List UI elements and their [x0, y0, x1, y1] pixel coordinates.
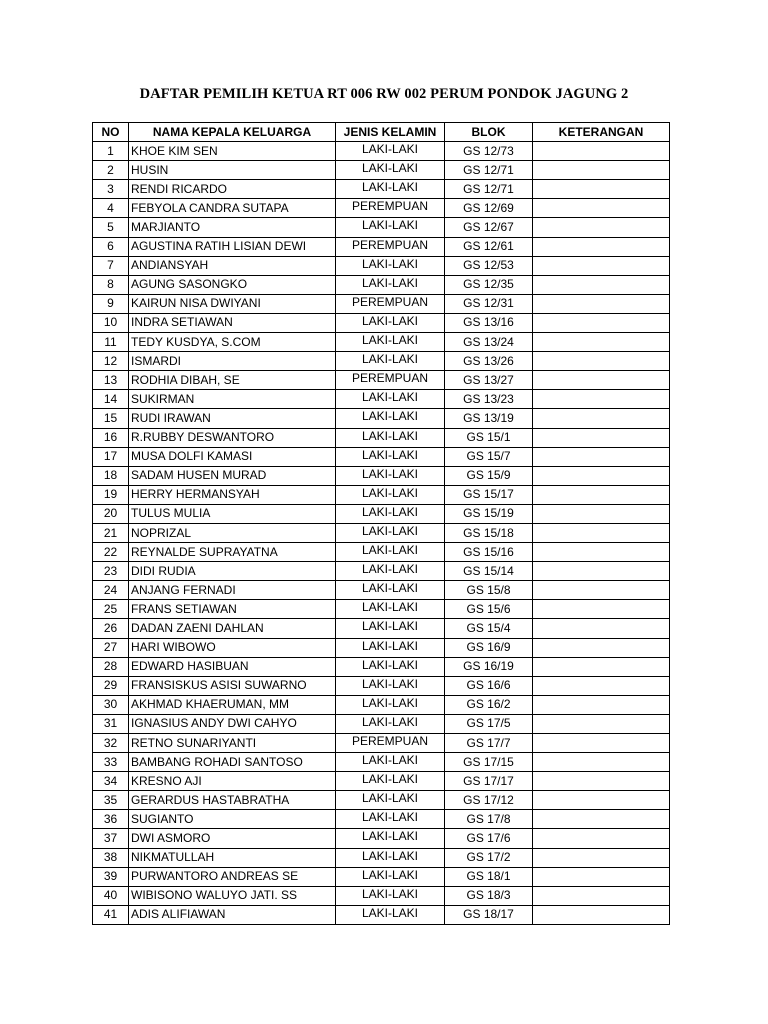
blok-cell: GS 13/24 [445, 333, 533, 352]
blok-cell: GS 12/31 [445, 294, 533, 313]
table-row [93, 581, 670, 600]
blok-cell: GS 17/5 [445, 714, 533, 733]
header-nama-kepala-keluarga: NAMA KEPALA KELUARGA [129, 123, 336, 142]
kepala-keluarga-name-cell: FEBYOLA CANDRA SUTAPA [129, 199, 336, 218]
keterangan-cell [533, 772, 670, 791]
blok-cell: GS 18/1 [445, 867, 533, 886]
keterangan-cell [533, 313, 670, 332]
blok-cell: GS 15/19 [445, 504, 533, 523]
kepala-keluarga-name-cell: NIKMATULLAH [129, 848, 336, 867]
table-row [93, 905, 670, 924]
jenis-kelamin-cell: LAKI-LAKI [336, 352, 445, 371]
row-number-cell: 18 [93, 466, 129, 485]
kepala-keluarga-name-cell: FRANS SETIAWAN [129, 600, 336, 619]
blok-cell: GS 17/17 [445, 772, 533, 791]
table-row [93, 543, 670, 562]
row-number-cell: 23 [93, 562, 129, 581]
table-row [93, 275, 670, 294]
row-number-cell: 6 [93, 237, 129, 256]
kepala-keluarga-name-cell: DIDI RUDIA [129, 562, 336, 581]
kepala-keluarga-name-cell: HARI WIBOWO [129, 638, 336, 657]
keterangan-cell [533, 695, 670, 714]
keterangan-cell [533, 829, 670, 848]
kepala-keluarga-name-cell: ADIS ALIFIAWAN [129, 905, 336, 924]
header-no: NO [93, 123, 129, 142]
row-number-cell: 14 [93, 390, 129, 409]
keterangan-cell [533, 390, 670, 409]
keterangan-cell [533, 543, 670, 562]
header-jenis-kelamin: JENIS KELAMIN [336, 123, 445, 142]
table-row [93, 523, 670, 542]
kepala-keluarga-name-cell: R.RUBBY DESWANTORO [129, 428, 336, 447]
table-row [93, 180, 670, 199]
table-row [93, 428, 670, 447]
keterangan-cell [533, 562, 670, 581]
blok-cell: GS 13/23 [445, 390, 533, 409]
keterangan-cell [533, 504, 670, 523]
row-number-cell: 22 [93, 543, 129, 562]
blok-cell: GS 12/71 [445, 161, 533, 180]
jenis-kelamin-cell: LAKI-LAKI [336, 810, 445, 829]
keterangan-cell [533, 333, 670, 352]
jenis-kelamin-cell: PEREMPUAN [336, 734, 445, 753]
row-number-cell: 40 [93, 886, 129, 905]
kepala-keluarga-name-cell: KHOE KIM SEN [129, 142, 336, 161]
table-row [93, 753, 670, 772]
keterangan-cell [533, 294, 670, 313]
table-row [93, 447, 670, 466]
table-row [93, 772, 670, 791]
keterangan-cell [533, 409, 670, 428]
table-row [93, 829, 670, 848]
kepala-keluarga-name-cell: BAMBANG ROHADI SANTOSO [129, 753, 336, 772]
kepala-keluarga-name-cell: KAIRUN NISA DWIYANI [129, 294, 336, 313]
jenis-kelamin-cell: LAKI-LAKI [336, 275, 445, 294]
kepala-keluarga-name-cell: AKHMAD KHAERUMAN, MM [129, 695, 336, 714]
table-row [93, 657, 670, 676]
table-row [93, 390, 670, 409]
blok-cell: GS 15/1 [445, 428, 533, 447]
keterangan-cell [533, 791, 670, 810]
keterangan-cell [533, 867, 670, 886]
jenis-kelamin-cell: LAKI-LAKI [336, 447, 445, 466]
jenis-kelamin-cell: LAKI-LAKI [336, 600, 445, 619]
jenis-kelamin-cell: LAKI-LAKI [336, 695, 445, 714]
row-number-cell: 13 [93, 371, 129, 390]
kepala-keluarga-name-cell: AGUSTINA RATIH LISIAN DEWI [129, 237, 336, 256]
keterangan-cell [533, 428, 670, 447]
blok-cell: GS 16/6 [445, 676, 533, 695]
kepala-keluarga-name-cell: IGNASIUS ANDY DWI CAHYO [129, 714, 336, 733]
kepala-keluarga-name-cell: ISMARDI [129, 352, 336, 371]
kepala-keluarga-name-cell: MARJIANTO [129, 218, 336, 237]
kepala-keluarga-name-cell: AGUNG SASONGKO [129, 275, 336, 294]
table-row [93, 161, 670, 180]
row-number-cell: 25 [93, 600, 129, 619]
row-number-cell: 31 [93, 714, 129, 733]
voter-list-table [92, 122, 670, 925]
blok-cell: GS 17/7 [445, 734, 533, 753]
kepala-keluarga-name-cell: ANDIANSYAH [129, 256, 336, 275]
row-number-cell: 39 [93, 867, 129, 886]
jenis-kelamin-cell: LAKI-LAKI [336, 180, 445, 199]
kepala-keluarga-name-cell: HUSIN [129, 161, 336, 180]
row-number-cell: 34 [93, 772, 129, 791]
row-number-cell: 35 [93, 791, 129, 810]
keterangan-cell [533, 810, 670, 829]
blok-cell: GS 12/71 [445, 180, 533, 199]
row-number-cell: 19 [93, 485, 129, 504]
jenis-kelamin-cell: LAKI-LAKI [336, 753, 445, 772]
keterangan-cell [533, 734, 670, 753]
jenis-kelamin-cell: LAKI-LAKI [336, 848, 445, 867]
jenis-kelamin-cell: LAKI-LAKI [336, 523, 445, 542]
keterangan-cell [533, 581, 670, 600]
kepala-keluarga-name-cell: RETNO SUNARIYANTI [129, 734, 336, 753]
blok-cell: GS 13/16 [445, 313, 533, 332]
blok-cell: GS 12/67 [445, 218, 533, 237]
row-number-cell: 9 [93, 294, 129, 313]
table-row [93, 142, 670, 161]
row-number-cell: 3 [93, 180, 129, 199]
row-number-cell: 32 [93, 734, 129, 753]
table-row [93, 333, 670, 352]
kepala-keluarga-name-cell: INDRA SETIAWAN [129, 313, 336, 332]
kepala-keluarga-name-cell: WIBISONO WALUYO JATI. SS [129, 886, 336, 905]
kepala-keluarga-name-cell: DWI ASMORO [129, 829, 336, 848]
row-number-cell: 5 [93, 218, 129, 237]
keterangan-cell [533, 161, 670, 180]
table-row [93, 791, 670, 810]
table-row [93, 485, 670, 504]
blok-cell: GS 13/19 [445, 409, 533, 428]
jenis-kelamin-cell: LAKI-LAKI [336, 638, 445, 657]
table-row [93, 695, 670, 714]
keterangan-cell [533, 199, 670, 218]
row-number-cell: 36 [93, 810, 129, 829]
table-row [93, 352, 670, 371]
row-number-cell: 1 [93, 142, 129, 161]
kepala-keluarga-name-cell: KRESNO AJI [129, 772, 336, 791]
jenis-kelamin-cell: LAKI-LAKI [336, 409, 445, 428]
keterangan-cell [533, 275, 670, 294]
jenis-kelamin-cell: LAKI-LAKI [336, 772, 445, 791]
row-number-cell: 33 [93, 753, 129, 772]
table-row [93, 734, 670, 753]
row-number-cell: 2 [93, 161, 129, 180]
jenis-kelamin-cell: LAKI-LAKI [336, 829, 445, 848]
keterangan-cell [533, 466, 670, 485]
blok-cell: GS 12/35 [445, 275, 533, 294]
keterangan-cell [533, 237, 670, 256]
blok-cell: GS 18/3 [445, 886, 533, 905]
kepala-keluarga-name-cell: TULUS MULIA [129, 504, 336, 523]
jenis-kelamin-cell: LAKI-LAKI [336, 886, 445, 905]
kepala-keluarga-name-cell: HERRY HERMANSYAH [129, 485, 336, 504]
blok-cell: GS 12/61 [445, 237, 533, 256]
keterangan-cell [533, 523, 670, 542]
jenis-kelamin-cell: LAKI-LAKI [336, 466, 445, 485]
row-number-cell: 24 [93, 581, 129, 600]
keterangan-cell [533, 638, 670, 657]
kepala-keluarga-name-cell: DADAN ZAENI DAHLAN [129, 619, 336, 638]
kepala-keluarga-name-cell: TEDY KUSDYA, S.COM [129, 333, 336, 352]
table-row [93, 313, 670, 332]
table-row [93, 676, 670, 695]
table-row [93, 562, 670, 581]
keterangan-cell [533, 371, 670, 390]
keterangan-cell [533, 886, 670, 905]
table-row [93, 619, 670, 638]
table-row [93, 371, 670, 390]
blok-cell: GS 15/7 [445, 447, 533, 466]
jenis-kelamin-cell: LAKI-LAKI [336, 791, 445, 810]
blok-cell: GS 13/27 [445, 371, 533, 390]
blok-cell: GS 12/73 [445, 142, 533, 161]
keterangan-cell [533, 352, 670, 371]
table-row [93, 867, 670, 886]
blok-cell: GS 15/8 [445, 581, 533, 600]
jenis-kelamin-cell: PEREMPUAN [336, 294, 445, 313]
jenis-kelamin-cell: LAKI-LAKI [336, 333, 445, 352]
keterangan-cell [533, 714, 670, 733]
row-number-cell: 38 [93, 848, 129, 867]
keterangan-cell [533, 600, 670, 619]
blok-cell: GS 17/12 [445, 791, 533, 810]
row-number-cell: 28 [93, 657, 129, 676]
keterangan-cell [533, 256, 670, 275]
table-row [93, 237, 670, 256]
jenis-kelamin-cell: PEREMPUAN [336, 237, 445, 256]
keterangan-cell [533, 848, 670, 867]
blok-cell: GS 17/6 [445, 829, 533, 848]
kepala-keluarga-name-cell: EDWARD HASIBUAN [129, 657, 336, 676]
jenis-kelamin-cell: LAKI-LAKI [336, 428, 445, 447]
blok-cell: GS 12/53 [445, 256, 533, 275]
row-number-cell: 41 [93, 905, 129, 924]
blok-cell: GS 18/17 [445, 905, 533, 924]
jenis-kelamin-cell: LAKI-LAKI [336, 485, 445, 504]
blok-cell: GS 15/14 [445, 562, 533, 581]
row-number-cell: 8 [93, 275, 129, 294]
row-number-cell: 12 [93, 352, 129, 371]
blok-cell: GS 15/17 [445, 485, 533, 504]
table-row [93, 466, 670, 485]
kepala-keluarga-name-cell: FRANSISKUS ASISI SUWARNO [129, 676, 336, 695]
header-blok: BLOK [445, 123, 533, 142]
kepala-keluarga-name-cell: NOPRIZAL [129, 523, 336, 542]
table-row [93, 294, 670, 313]
blok-cell: GS 17/15 [445, 753, 533, 772]
jenis-kelamin-cell: LAKI-LAKI [336, 905, 445, 924]
table-row [93, 218, 670, 237]
row-number-cell: 26 [93, 619, 129, 638]
table-header [93, 123, 670, 142]
keterangan-cell [533, 619, 670, 638]
row-number-cell: 37 [93, 829, 129, 848]
keterangan-cell [533, 447, 670, 466]
table-row [93, 504, 670, 523]
table-row [93, 848, 670, 867]
kepala-keluarga-name-cell: SUGIANTO [129, 810, 336, 829]
row-number-cell: 7 [93, 256, 129, 275]
kepala-keluarga-name-cell: ANJANG FERNADI [129, 581, 336, 600]
row-number-cell: 29 [93, 676, 129, 695]
blok-cell: GS 16/9 [445, 638, 533, 657]
table-row [93, 714, 670, 733]
jenis-kelamin-cell: LAKI-LAKI [336, 867, 445, 886]
jenis-kelamin-cell: LAKI-LAKI [336, 619, 445, 638]
jenis-kelamin-cell: LAKI-LAKI [336, 676, 445, 695]
jenis-kelamin-cell: PEREMPUAN [336, 371, 445, 390]
kepala-keluarga-name-cell: GERARDUS HASTABRATHA [129, 791, 336, 810]
blok-cell: GS 15/4 [445, 619, 533, 638]
jenis-kelamin-cell: LAKI-LAKI [336, 562, 445, 581]
row-number-cell: 11 [93, 333, 129, 352]
jenis-kelamin-cell: LAKI-LAKI [336, 142, 445, 161]
jenis-kelamin-cell: LAKI-LAKI [336, 218, 445, 237]
keterangan-cell [533, 676, 670, 695]
keterangan-cell [533, 180, 670, 199]
row-number-cell: 4 [93, 199, 129, 218]
blok-cell: GS 16/19 [445, 657, 533, 676]
kepala-keluarga-name-cell: SUKIRMAN [129, 390, 336, 409]
jenis-kelamin-cell: PEREMPUAN [336, 199, 445, 218]
kepala-keluarga-name-cell: RENDI RICARDO [129, 180, 336, 199]
blok-cell: GS 15/9 [445, 466, 533, 485]
blok-cell: GS 17/8 [445, 810, 533, 829]
header-keterangan: KETERANGAN [533, 123, 670, 142]
table-row [93, 199, 670, 218]
row-number-cell: 16 [93, 428, 129, 447]
header-row [93, 123, 670, 142]
jenis-kelamin-cell: LAKI-LAKI [336, 161, 445, 180]
row-number-cell: 10 [93, 313, 129, 332]
keterangan-cell [533, 218, 670, 237]
kepala-keluarga-name-cell: RUDI IRAWAN [129, 409, 336, 428]
table-row [93, 256, 670, 275]
row-number-cell: 27 [93, 638, 129, 657]
keterangan-cell [533, 753, 670, 772]
keterangan-cell [533, 657, 670, 676]
blok-cell: GS 15/6 [445, 600, 533, 619]
keterangan-cell [533, 905, 670, 924]
table-row [93, 638, 670, 657]
kepala-keluarga-name-cell: RODHIA DIBAH, SE [129, 371, 336, 390]
blok-cell: GS 17/2 [445, 848, 533, 867]
keterangan-cell [533, 142, 670, 161]
kepala-keluarga-name-cell: PURWANTORO ANDREAS SE [129, 867, 336, 886]
kepala-keluarga-name-cell: MUSA DOLFI KAMASI [129, 447, 336, 466]
blok-cell: GS 16/2 [445, 695, 533, 714]
jenis-kelamin-cell: LAKI-LAKI [336, 504, 445, 523]
jenis-kelamin-cell: LAKI-LAKI [336, 543, 445, 562]
table-row [93, 886, 670, 905]
row-number-cell: 21 [93, 523, 129, 542]
jenis-kelamin-cell: LAKI-LAKI [336, 313, 445, 332]
kepala-keluarga-name-cell: REYNALDE SUPRAYATNA [129, 543, 336, 562]
table-row [93, 409, 670, 428]
table-row [93, 810, 670, 829]
keterangan-cell [533, 485, 670, 504]
row-number-cell: 30 [93, 695, 129, 714]
blok-cell: GS 12/69 [445, 199, 533, 218]
jenis-kelamin-cell: LAKI-LAKI [336, 714, 445, 733]
table-body [93, 142, 670, 925]
row-number-cell: 17 [93, 447, 129, 466]
blok-cell: GS 15/18 [445, 523, 533, 542]
jenis-kelamin-cell: LAKI-LAKI [336, 657, 445, 676]
row-number-cell: 20 [93, 504, 129, 523]
row-number-cell: 15 [93, 409, 129, 428]
jenis-kelamin-cell: LAKI-LAKI [336, 256, 445, 275]
kepala-keluarga-name-cell: SADAM HUSEN MURAD [129, 466, 336, 485]
blok-cell: GS 13/26 [445, 352, 533, 371]
jenis-kelamin-cell: LAKI-LAKI [336, 390, 445, 409]
document-title: DAFTAR PEMILIH KETUA RT 006 RW 002 PERUM PONDOK JAGUNG 2 [139, 86, 629, 102]
blok-cell: GS 15/16 [445, 543, 533, 562]
jenis-kelamin-cell: LAKI-LAKI [336, 581, 445, 600]
table-row [93, 600, 670, 619]
